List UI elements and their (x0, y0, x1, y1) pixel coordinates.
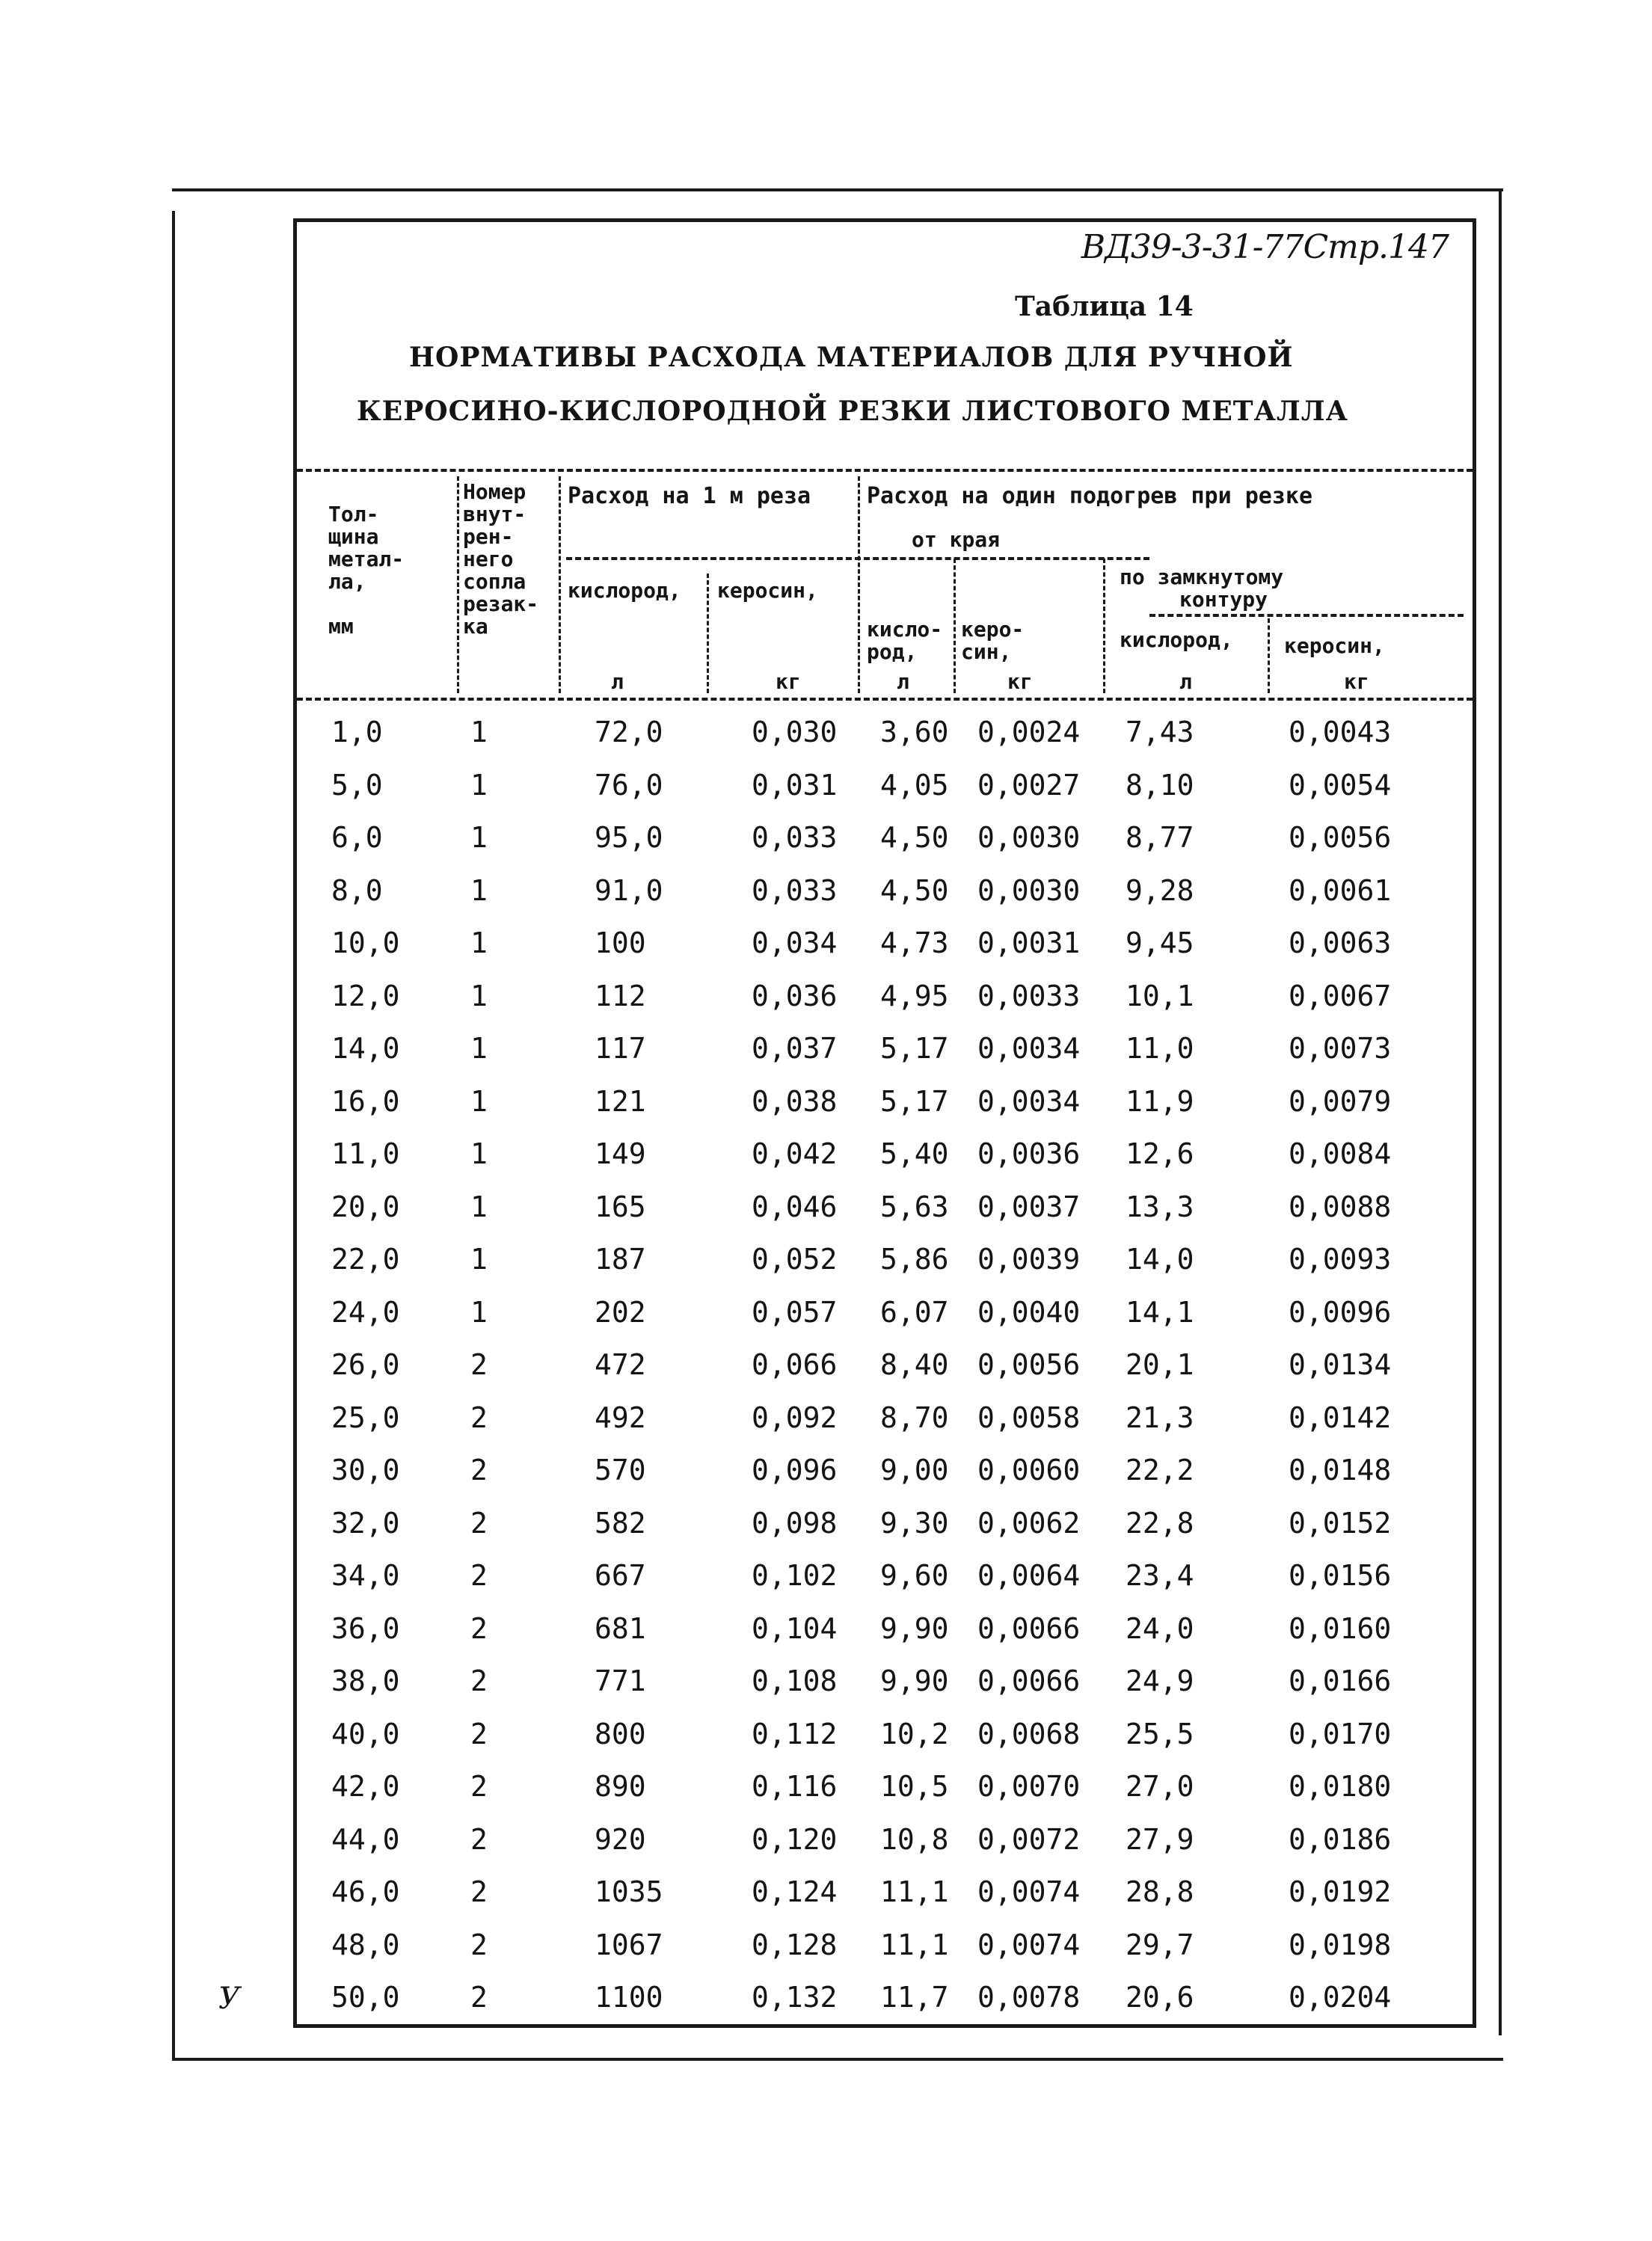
table-cell: 46,0 (331, 1875, 400, 1908)
table-cell: 0,0027 (977, 768, 1081, 802)
table-cell: 1 (470, 1190, 488, 1223)
margin-mark: У (218, 1982, 240, 2016)
table-cell: 0,0074 (977, 1875, 1081, 1908)
table-cell: 9,60 (880, 1559, 949, 1592)
table-cell: 13,3 (1126, 1190, 1194, 1223)
table-cell: 9,90 (880, 1611, 949, 1645)
table-cell: 14,1 (1126, 1295, 1194, 1329)
header-vsep-6 (1103, 559, 1105, 693)
table-cell: 0,052 (752, 1243, 838, 1276)
table-cell: 28,8 (1126, 1875, 1194, 1908)
table-cell: 0,102 (752, 1559, 838, 1592)
table-row (297, 769, 1473, 821)
table-cell: 0,042 (752, 1137, 838, 1170)
table-cell: 21,3 (1126, 1401, 1194, 1434)
table-cell: 2 (470, 1981, 488, 2014)
table-cell: 0,0192 (1289, 1875, 1392, 1908)
document-stamp: ВД39-3-31-77Стр.147 (1081, 228, 1449, 266)
table-cell: 0,0063 (1289, 926, 1392, 959)
table-row (297, 1770, 1473, 1822)
header-unit-kg-3: кг (1344, 669, 1369, 694)
table-cell: 22,2 (1126, 1454, 1194, 1487)
table-cell: 1 (470, 716, 488, 748)
table-row (297, 1981, 1473, 2033)
table-cell: 11,0 (331, 1137, 400, 1170)
table-cell: 3,60 (880, 716, 949, 748)
table-cell: 8,70 (880, 1401, 949, 1434)
table-cell: 1 (470, 1032, 488, 1065)
table-cell: 0,0037 (977, 1190, 1081, 1223)
table-cell: 0,124 (752, 1875, 838, 1908)
table-cell: 4,05 (880, 768, 949, 802)
table-cell: 22,0 (331, 1243, 400, 1276)
table-cell: 1 (470, 1137, 488, 1170)
table-cell: 0,0152 (1289, 1506, 1392, 1540)
table-cell: 0,0030 (977, 873, 1081, 907)
table-cell: 0,0062 (977, 1506, 1081, 1540)
table-cell: 24,0 (331, 1295, 400, 1329)
table-cell: 7,43 (1126, 716, 1194, 748)
table-cell: 582 (595, 1506, 646, 1540)
table-cell: 1100 (595, 1981, 663, 2014)
table-cell: 0,036 (752, 979, 838, 1012)
table-cell: 0,116 (752, 1770, 838, 1803)
table-cell: 0,057 (752, 1295, 838, 1329)
table-cell: 11,9 (1126, 1084, 1194, 1118)
table-cell: 2 (470, 1770, 488, 1803)
table-cell: 4,95 (880, 979, 949, 1012)
table-cell: 0,108 (752, 1664, 838, 1697)
table-row (297, 1348, 1473, 1401)
table-cell: 0,0030 (977, 821, 1081, 854)
table-cell: 10,8 (880, 1822, 949, 1856)
table-cell: 0,0148 (1289, 1454, 1392, 1487)
table-cell: 0,0134 (1289, 1348, 1392, 1381)
table-cell: 2 (470, 1717, 488, 1750)
table-cell: 25,5 (1126, 1717, 1194, 1750)
table-cell: 1035 (595, 1875, 663, 1908)
table-cell: 32,0 (331, 1506, 400, 1540)
table-cell: 0,0073 (1289, 1032, 1392, 1065)
header-thickness: Тол- щина метал- ла, мм (328, 502, 405, 639)
table-cell: 6,07 (880, 1295, 949, 1329)
table-cell: 0,037 (752, 1032, 838, 1065)
table-cell: 11,0 (1126, 1032, 1194, 1065)
table-row (297, 1243, 1473, 1295)
table-cell: 187 (595, 1243, 646, 1276)
table-cell: 25,0 (331, 1401, 400, 1434)
table-cell: 2 (470, 1875, 488, 1908)
table-cell: 0,031 (752, 768, 838, 802)
table-cell: 1 (470, 768, 488, 802)
table-cell: 30,0 (331, 1454, 400, 1487)
table-cell: 0,034 (752, 926, 838, 959)
table-cell: 48,0 (331, 1928, 400, 1961)
table-cell: 4,50 (880, 873, 949, 907)
header-bottom-rule (297, 698, 1473, 701)
table-cell: 681 (595, 1611, 646, 1645)
table-cell: 11,7 (880, 1981, 949, 2014)
header-vsep-3 (707, 574, 709, 693)
table-cell: 91,0 (595, 873, 663, 907)
table-cell: 50,0 (331, 1981, 400, 2014)
table-cell: 27,0 (1126, 1770, 1194, 1803)
table-cell: 5,17 (880, 1084, 949, 1118)
table-cell: 2 (470, 1822, 488, 1856)
table-cell: 0,0078 (977, 1981, 1081, 2014)
table-cell: 117 (595, 1032, 646, 1065)
table-cell: 0,0204 (1289, 1981, 1392, 2014)
table-row (297, 1401, 1473, 1454)
table-cell: 40,0 (331, 1717, 400, 1750)
table-row (297, 821, 1473, 873)
table-cell: 2 (470, 1348, 488, 1381)
table-cell: 0,0088 (1289, 1190, 1392, 1223)
table-row (297, 1612, 1473, 1664)
table-cell: 771 (595, 1664, 646, 1697)
table-row (297, 926, 1473, 979)
table-row (297, 1085, 1473, 1137)
table-row (297, 1454, 1473, 1506)
table-cell: 0,112 (752, 1717, 838, 1750)
table-cell: 0,0031 (977, 926, 1081, 959)
table-cell: 8,0 (331, 873, 383, 907)
table-cell: 24,9 (1126, 1664, 1194, 1697)
table-cell: 0,0039 (977, 1243, 1081, 1276)
table-cell: 76,0 (595, 768, 663, 802)
table-cell: 26,0 (331, 1348, 400, 1381)
table-cell: 0,0066 (977, 1664, 1081, 1697)
table-cell: 1 (470, 1243, 488, 1276)
table-cell: 0,0064 (977, 1559, 1081, 1592)
table-cell: 11,1 (880, 1875, 949, 1908)
header-per-one: Расход на один подогрев при резке (867, 483, 1313, 509)
header-closed-oxygen: кислород, (1120, 627, 1233, 652)
header-unit-kg-1: кг (776, 669, 801, 694)
table-row (297, 716, 1473, 768)
table-cell: 8,77 (1126, 821, 1194, 854)
page-bottom-line (172, 2058, 1503, 2061)
table-cell: 0,0036 (977, 1137, 1081, 1170)
header-per-meter-kerosene: керосин, (717, 578, 818, 603)
header-vsep-4 (858, 476, 860, 693)
table-cell: 0,030 (752, 716, 838, 748)
header-unit-l-2: л (897, 669, 909, 694)
table-cell: 0,0156 (1289, 1559, 1392, 1592)
table-cell: 0,0093 (1289, 1243, 1392, 1276)
table-cell: 2 (470, 1559, 488, 1592)
document-frame (293, 218, 1476, 2028)
table-cell: 1 (470, 979, 488, 1012)
table-cell: 9,90 (880, 1664, 949, 1697)
table-cell: 16,0 (331, 1084, 400, 1118)
header-vsep-5 (954, 559, 956, 693)
table-row (297, 1718, 1473, 1770)
table-cell: 14,0 (331, 1032, 400, 1065)
table-cell: 570 (595, 1454, 646, 1487)
table-row (297, 1507, 1473, 1559)
table-cell: 2 (470, 1506, 488, 1540)
table-cell: 0,0186 (1289, 1822, 1392, 1856)
table-cell: 44,0 (331, 1822, 400, 1856)
table-cell: 0,0056 (977, 1348, 1081, 1381)
table-label: Таблица 14 (1015, 291, 1194, 322)
table-cell: 0,0054 (1289, 768, 1392, 802)
table-cell: 8,40 (880, 1348, 949, 1381)
table-cell: 100 (595, 926, 646, 959)
table-cell: 472 (595, 1348, 646, 1381)
table-cell: 1,0 (331, 716, 383, 748)
table-cell: 0,0066 (977, 1611, 1081, 1645)
table-cell: 2 (470, 1401, 488, 1434)
page-left-line (172, 211, 175, 2058)
table-cell: 4,50 (880, 821, 949, 854)
table-cell: 14,0 (1126, 1243, 1194, 1276)
table-cell: 9,45 (1126, 926, 1194, 959)
table-cell: 890 (595, 1770, 646, 1803)
table-cell: 0,0084 (1289, 1137, 1392, 1170)
header-nozzle: Номер внут- рен- него сопла резак- ка (463, 479, 539, 639)
table-cell: 0,0079 (1289, 1084, 1392, 1118)
table-cell: 0,0070 (977, 1770, 1081, 1803)
table-cell: 8,10 (1126, 768, 1194, 802)
header-top-rule (297, 469, 1473, 472)
table-row (297, 1190, 1473, 1243)
table-cell: 2 (470, 1611, 488, 1645)
table-cell: 95,0 (595, 821, 663, 854)
table-cell: 1 (470, 1295, 488, 1329)
table-cell: 1067 (595, 1928, 663, 1961)
header-unit-l-1: л (611, 669, 624, 694)
table-cell: 36,0 (331, 1611, 400, 1645)
table-cell: 38,0 (331, 1664, 400, 1697)
table-cell: 5,86 (880, 1243, 949, 1276)
table-cell: 0,132 (752, 1981, 838, 2014)
header-unit-l-3: л (1179, 669, 1192, 694)
table-cell: 10,5 (880, 1770, 949, 1803)
table-cell: 0,0056 (1289, 821, 1392, 854)
table-cell: 5,63 (880, 1190, 949, 1223)
table-cell: 10,2 (880, 1717, 949, 1750)
table-cell: 2 (470, 1454, 488, 1487)
table-cell: 10,1 (1126, 979, 1194, 1012)
table-cell: 0,0040 (977, 1295, 1081, 1329)
table-cell: 20,0 (331, 1190, 400, 1223)
table-cell: 1 (470, 1084, 488, 1118)
table-cell: 112 (595, 979, 646, 1012)
table-cell: 10,0 (331, 926, 400, 959)
table-cell: 165 (595, 1190, 646, 1223)
table-cell: 0,038 (752, 1084, 838, 1118)
table-cell: 1 (470, 873, 488, 907)
table-cell: 9,30 (880, 1506, 949, 1540)
table-cell: 0,0060 (977, 1454, 1081, 1487)
table-cell: 23,4 (1126, 1559, 1194, 1592)
header-from-edge-oxygen: кисло- род, (867, 617, 943, 664)
table-row (297, 1875, 1473, 1928)
table-row (297, 1032, 1473, 1084)
table-cell: 34,0 (331, 1559, 400, 1592)
table-row (297, 1823, 1473, 1875)
table-cell: 12,6 (1126, 1137, 1194, 1170)
table-cell: 20,6 (1126, 1981, 1194, 2014)
table-cell: 9,28 (1126, 873, 1194, 907)
table-cell: 0,0072 (977, 1822, 1081, 1856)
header-from-edge-kerosene: керо- син, (961, 617, 1025, 664)
table-cell: 42,0 (331, 1770, 400, 1803)
table-cell: 0,104 (752, 1611, 838, 1645)
table-cell: 6,0 (331, 821, 383, 854)
table-cell: 11,1 (880, 1928, 949, 1961)
table-cell: 12,0 (331, 979, 400, 1012)
table-row (297, 1928, 1473, 1981)
header-vsep-7 (1268, 618, 1270, 693)
table-cell: 2 (470, 1664, 488, 1697)
table-row (297, 1664, 1473, 1717)
table-cell: 0,0142 (1289, 1401, 1392, 1434)
table-cell: 5,0 (331, 768, 383, 802)
header-per-meter: Расход на 1 м реза (568, 483, 811, 509)
table-cell: 920 (595, 1822, 646, 1856)
table-cell: 2 (470, 1928, 488, 1961)
table-cell: 0,0034 (977, 1032, 1081, 1065)
table-cell: 0,0058 (977, 1401, 1081, 1434)
table-row (297, 1137, 1473, 1190)
table-cell: 0,0034 (977, 1084, 1081, 1118)
table-cell: 0,0096 (1289, 1295, 1392, 1329)
header-unit-kg-2: кг (1007, 669, 1033, 694)
title-line-1: НОРМАТИВЫ РАСХОДА МАТЕРИАЛОВ ДЛЯ РУЧНОЙ (409, 342, 1294, 373)
table-cell: 0,046 (752, 1190, 838, 1223)
table-cell: 5,17 (880, 1032, 949, 1065)
table-row (297, 1296, 1473, 1348)
header-per-meter-oxygen: кислород, (568, 578, 681, 603)
table-cell: 0,066 (752, 1348, 838, 1381)
page-right-line (1499, 188, 1502, 2035)
table-cell: 0,0068 (977, 1717, 1081, 1750)
table-cell: 0,0170 (1289, 1717, 1392, 1750)
table-cell: 0,0160 (1289, 1611, 1392, 1645)
table-cell: 0,120 (752, 1822, 838, 1856)
header-closed-kerosene: керосин, (1284, 633, 1385, 658)
table-cell: 0,0074 (977, 1928, 1081, 1961)
table-cell: 492 (595, 1401, 646, 1434)
header-vsep-1 (457, 476, 459, 693)
table-cell: 0,0033 (977, 979, 1081, 1012)
table-row (297, 1559, 1473, 1611)
table-cell: 0,092 (752, 1401, 838, 1434)
table-cell: 1 (470, 821, 488, 854)
table-cell: 9,00 (880, 1454, 949, 1487)
table-cell: 0,0024 (977, 716, 1081, 748)
table-cell: 1 (470, 926, 488, 959)
table-cell: 0,128 (752, 1928, 838, 1961)
table-cell: 667 (595, 1559, 646, 1592)
table-cell: 149 (595, 1137, 646, 1170)
table-cell: 0,0180 (1289, 1770, 1392, 1803)
table-cell: 72,0 (595, 716, 663, 748)
header-vsep-2 (559, 476, 561, 693)
table-cell: 0,0166 (1289, 1664, 1392, 1697)
header-from-edge: от края (912, 527, 1001, 552)
table-cell: 0,0067 (1289, 979, 1392, 1012)
table-cell: 121 (595, 1084, 646, 1118)
table-cell: 800 (595, 1717, 646, 1750)
table-cell: 0,098 (752, 1506, 838, 1540)
title-line-2: КЕРОСИНО-КИСЛОРОДНОЙ РЕЗКИ ЛИСТОВОГО МЕТАЛЛА (357, 396, 1348, 427)
table-cell: 0,033 (752, 873, 838, 907)
table-cell: 29,7 (1126, 1928, 1194, 1961)
table-cell: 0,096 (752, 1454, 838, 1487)
header-closed-contour: по замкнутому контуру (1120, 565, 1284, 612)
table-cell: 202 (595, 1295, 646, 1329)
table-cell: 4,73 (880, 926, 949, 959)
table-row (297, 874, 1473, 926)
table-cell: 22,8 (1126, 1506, 1194, 1540)
table-cell: 0,0198 (1289, 1928, 1392, 1961)
table-cell: 27,9 (1126, 1822, 1194, 1856)
table-cell: 0,0043 (1289, 716, 1392, 748)
table-cell: 20,1 (1126, 1348, 1194, 1381)
table-cell: 0,033 (752, 821, 838, 854)
page-top-line (172, 188, 1503, 191)
table-cell: 5,40 (880, 1137, 949, 1170)
table-cell: 0,0061 (1289, 873, 1392, 907)
table-row (297, 980, 1473, 1032)
table-cell: 24,0 (1126, 1611, 1194, 1645)
header-mid-rule-2 (1149, 614, 1464, 617)
